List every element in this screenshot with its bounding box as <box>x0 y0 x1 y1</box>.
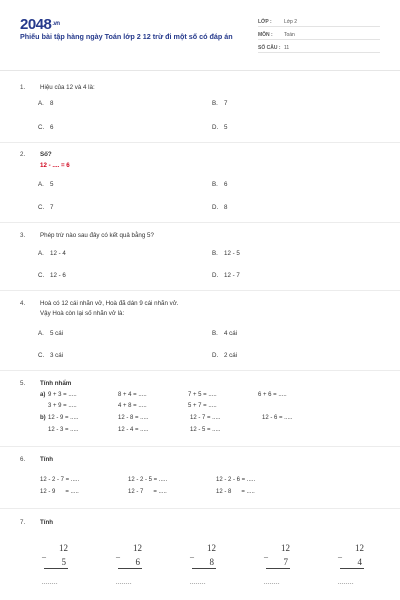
vertical-subtraction <box>116 543 146 593</box>
option-letter: C. <box>38 272 45 279</box>
q5-item: 12 - 6 = ..... <box>262 415 293 421</box>
answer-blank[interactable]: ........ <box>42 580 58 586</box>
q3-option-b[interactable] <box>212 250 240 257</box>
vertical-subtraction <box>264 543 294 593</box>
q1-option-c[interactable] <box>38 124 53 131</box>
option-text: 5 <box>224 124 228 131</box>
question-text: Hiệu của 12 và 4 là: <box>40 84 95 91</box>
answer-blank[interactable]: ........ <box>190 580 206 586</box>
q5-item: 3 + 9 = ..... <box>48 403 77 409</box>
question-text: Tính nhẩm <box>40 380 72 387</box>
option-letter: D. <box>212 124 219 131</box>
page-title: Phiếu bài tập hàng ngày Toán lớp 2 12 trừ đi một số có đáp án <box>20 32 233 41</box>
header-divider <box>0 70 400 71</box>
minus-sign: _ <box>190 550 194 559</box>
option-letter: A. <box>38 100 44 107</box>
option-text: 6 <box>50 124 54 131</box>
result-line <box>340 568 364 569</box>
option-text: 7 <box>50 204 54 211</box>
q2-option-d[interactable] <box>212 204 227 211</box>
q4-option-b[interactable] <box>212 330 237 337</box>
option-text: 5 <box>50 181 54 188</box>
meta-subject-row <box>258 28 380 40</box>
q6-item: 12 - 2 - 7 = ..... <box>40 477 80 483</box>
question-divider <box>0 508 400 509</box>
question-text: Hoà có 12 cái nhãn vở, Hoà đã dán 9 cái nhãn vở. <box>40 300 179 307</box>
subtrahend: 6 <box>135 557 140 567</box>
q5-item: 8 + 4 = ..... <box>118 392 147 398</box>
option-letter: A. <box>38 181 44 188</box>
question-number: 6. <box>20 456 26 463</box>
option-text: 2 cái <box>224 352 238 359</box>
subtrahend: 7 <box>283 557 288 567</box>
question-number: 7. <box>20 519 26 526</box>
option-text: 12 - 7 <box>224 272 240 279</box>
minuend: 12 <box>59 543 68 553</box>
minus-sign: _ <box>42 550 46 559</box>
q6-item: 12 - 7 = ..... <box>128 489 167 495</box>
question-text-2: Vậy Hoà còn lại số nhãn vở là: <box>40 310 125 317</box>
minuend: 12 <box>355 543 364 553</box>
question-text: Tính <box>40 456 54 463</box>
meta-value: Lớp 2 <box>284 18 298 25</box>
option-text: 5 cái <box>50 330 64 337</box>
option-text: 7 <box>224 100 228 107</box>
option-letter: D. <box>212 352 219 359</box>
vertical-subtraction <box>190 543 220 593</box>
question-number: 1. <box>20 84 26 91</box>
question-divider <box>0 222 400 223</box>
option-text: 8 <box>224 204 228 211</box>
option-letter: C. <box>38 204 45 211</box>
option-text: 4 cái <box>224 330 238 337</box>
q3-option-d[interactable] <box>212 272 240 279</box>
q5-item: 4 + 8 = ..... <box>118 403 147 409</box>
meta-key: MÔN : <box>258 31 273 38</box>
question-number: 4. <box>20 300 26 307</box>
question-text: Phép trừ nào sau đây có kết quả bằng 5? <box>40 232 154 239</box>
vertical-subtraction <box>338 543 368 593</box>
question-number: 2. <box>20 151 26 158</box>
option-letter: C. <box>38 352 45 359</box>
minuend: 12 <box>281 543 290 553</box>
question-divider <box>0 290 400 291</box>
option-text: 12 - 6 <box>50 272 66 279</box>
subtrahend: 4 <box>357 557 362 567</box>
answer-blank[interactable]: ........ <box>116 580 132 586</box>
meta-box <box>258 15 380 54</box>
option-text: 12 - 4 <box>50 250 66 257</box>
option-text: 12 - 5 <box>224 250 240 257</box>
answer-blank[interactable]: ........ <box>264 580 280 586</box>
question-text: Số? <box>40 151 52 158</box>
q6-item: 12 - 9 = ..... <box>40 489 79 495</box>
result-line <box>266 568 290 569</box>
logo-suffix: .vn <box>52 21 60 27</box>
meta-value: 11 <box>284 44 290 51</box>
q6-item: 12 - 8 = ..... <box>216 489 255 495</box>
q5-item: 12 - 7 = ..... <box>190 415 221 421</box>
option-letter: D. <box>212 272 219 279</box>
option-letter: B. <box>212 250 218 257</box>
q5-item: 9 + 3 = ..... <box>48 392 77 398</box>
q4-option-c[interactable] <box>38 352 63 359</box>
minus-sign: _ <box>116 550 120 559</box>
question-number: 5. <box>20 380 26 387</box>
q5-item: 6 + 6 = ..... <box>258 392 287 398</box>
q3-option-a[interactable] <box>38 250 66 257</box>
question-divider <box>0 370 400 371</box>
question-divider <box>0 446 400 447</box>
question-text: Tính <box>40 519 54 526</box>
minus-sign: _ <box>338 550 342 559</box>
minuend: 12 <box>133 543 142 553</box>
meta-class-row <box>258 15 380 27</box>
vertical-subtraction <box>42 543 72 593</box>
q2-option-b[interactable] <box>212 181 227 188</box>
option-letter: B. <box>212 181 218 188</box>
logo-text: 2048 <box>20 16 52 33</box>
q2-expression: 12 - .... = 6 <box>40 162 70 169</box>
option-letter: D. <box>212 204 219 211</box>
site-logo[interactable] <box>20 16 60 33</box>
option-text: 8 <box>50 100 54 107</box>
minus-sign: _ <box>264 550 268 559</box>
q5-item: 12 - 5 = ..... <box>190 427 221 433</box>
option-letter: A. <box>38 330 44 337</box>
option-text: 6 <box>224 181 228 188</box>
option-letter: C. <box>38 124 45 131</box>
q5-item: 12 - 9 = ..... <box>48 415 79 421</box>
q2-option-c[interactable] <box>38 204 53 211</box>
question-number: 3. <box>20 232 26 239</box>
option-letter: B. <box>212 330 218 337</box>
q6-item: 12 - 2 - 5 = ..... <box>128 477 168 483</box>
q5-item: 12 - 8 = ..... <box>118 415 149 421</box>
subtrahend: 5 <box>61 557 66 567</box>
q5-item: 7 + 5 = ..... <box>188 392 217 398</box>
option-letter: B. <box>212 100 218 107</box>
subtrahend: 8 <box>209 557 214 567</box>
result-line <box>192 568 216 569</box>
q4-option-a[interactable] <box>38 330 63 337</box>
q1-option-b[interactable] <box>212 100 227 107</box>
q5-item: 12 - 4 = ..... <box>118 427 149 433</box>
q1-option-a[interactable] <box>38 100 53 107</box>
q5-item: 5 + 7 = ..... <box>188 403 217 409</box>
result-line <box>44 568 68 569</box>
answer-blank[interactable]: ........ <box>338 580 354 586</box>
q2-option-a[interactable] <box>38 181 53 188</box>
q5-part-b-label: b) <box>40 415 46 421</box>
q1-option-d[interactable] <box>212 124 227 131</box>
result-line <box>118 568 142 569</box>
option-text: 3 cái <box>50 352 64 359</box>
meta-key: SỐ CÂU : <box>258 44 281 51</box>
minuend: 12 <box>207 543 216 553</box>
q5-part-a-label: a) <box>40 392 46 398</box>
meta-key: LỚP : <box>258 18 272 25</box>
q4-option-d[interactable] <box>212 352 237 359</box>
meta-count-row <box>258 41 380 53</box>
option-letter: A. <box>38 250 44 257</box>
q5-item: 12 - 3 = ..... <box>48 427 79 433</box>
meta-value: Toán <box>284 31 295 38</box>
question-divider <box>0 142 400 143</box>
q3-option-c[interactable] <box>38 272 66 279</box>
q6-item: 12 - 2 - 6 = ..... <box>216 477 256 483</box>
